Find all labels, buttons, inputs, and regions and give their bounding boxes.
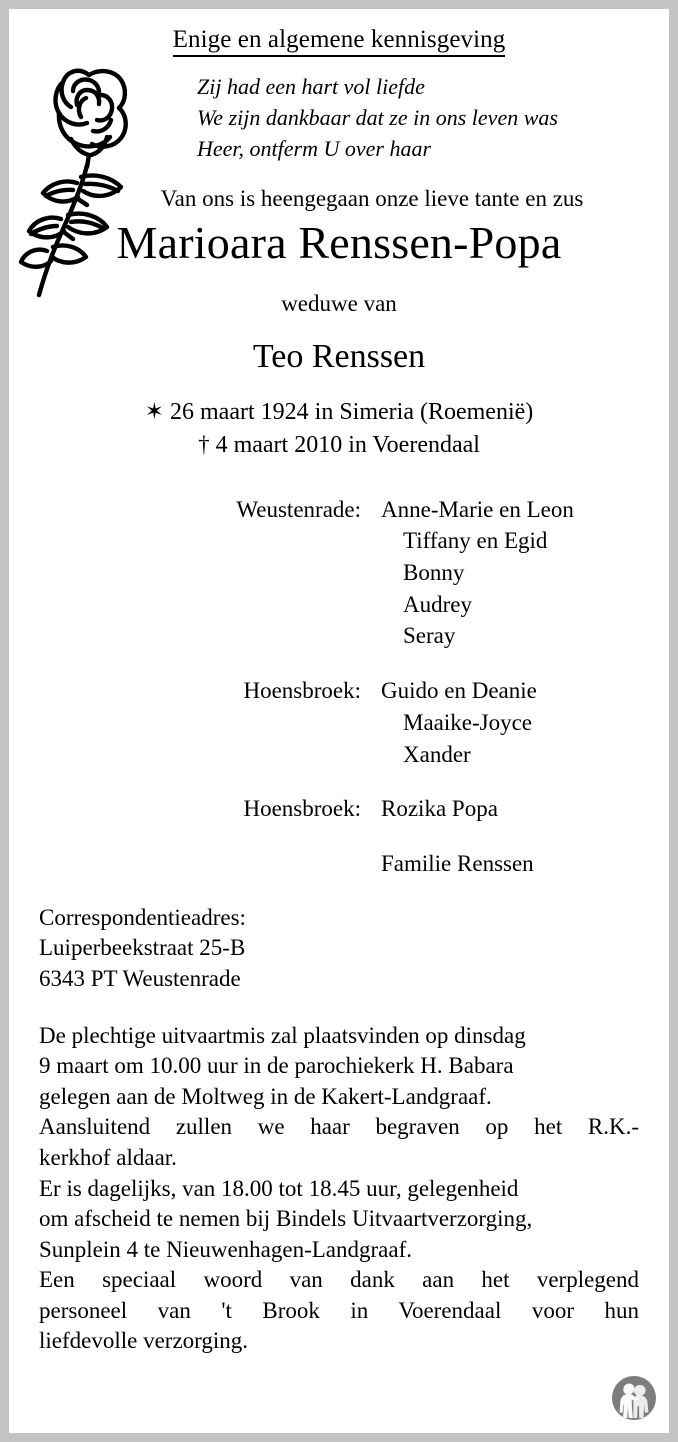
family-group [9, 848, 669, 880]
memorial-verse [9, 71, 669, 165]
family-member: Audrey [403, 591, 472, 617]
family-member: Rozika Popa [381, 796, 498, 822]
family-place: Hoensbroek: [243, 678, 361, 704]
paragraph-line: 9 maart om 10.00 uur in de parochiekerk H. Babara [39, 1053, 514, 1079]
paragraph-line: Er is dagelijks, van 18.00 tot 18.45 uur, gelegenheid [39, 1175, 519, 1201]
announcement-line: Van ons is heengegaan onze lieve tante en zus [160, 186, 584, 212]
family-member: Guido en Deanie [381, 678, 537, 704]
family-group [9, 494, 669, 653]
family-member: Bonny [403, 560, 465, 586]
paragraph-line: Een speciaal woord van dank aan het verplegend [39, 1267, 639, 1293]
correspondence-street: Luiperbeekstraat 25-B [39, 935, 246, 961]
paragraph-line: liefdevolle verzorging. [39, 1328, 249, 1354]
paragraph-line: Aansluitend zullen we haar begraven op het R.K.- [39, 1114, 639, 1140]
family-place: Weustenrade: [236, 496, 361, 522]
family-list [9, 494, 669, 880]
family-member: Xander [403, 741, 471, 767]
verse-line-1: Zij had een hart vol liefde [197, 73, 425, 99]
paragraph-line: Sunplein 4 te Nieuwenhagen-Landgraaf. [39, 1236, 412, 1262]
correspondence-label: Correspondentieadres: [39, 904, 246, 930]
notice-heading [9, 9, 669, 57]
spouse-name: Teo Renssen [252, 337, 426, 375]
paragraph-line: om afscheid te nemen bij Bindels Uitvaartverzorging, [39, 1206, 533, 1232]
family-group [9, 675, 669, 770]
family-names [381, 848, 669, 880]
deceased-name: Marioara Renssen-Popa [116, 217, 562, 269]
family-member: Maaike-Joyce [403, 709, 532, 735]
verse-line-3: Heer, ontferm U over haar [197, 135, 432, 161]
family-names [381, 793, 669, 825]
death-text: 4 maart 2010 in Voerendaal [215, 431, 480, 458]
notice-content [9, 9, 669, 1433]
family-member: Familie Renssen [381, 851, 534, 877]
family-place [9, 848, 381, 880]
death-cross-icon: † [198, 431, 210, 457]
paragraph-line: kerkhof aldaar. [39, 1144, 177, 1170]
family-member: Tiffany en Egid [403, 528, 548, 554]
service-paragraph [39, 1174, 639, 1266]
service-paragraph [39, 1265, 639, 1357]
paragraph-line: personeel van 't Brook in Voerendaal voor hun [39, 1297, 639, 1323]
family-place: Hoensbroek: [243, 796, 361, 822]
correspondence-city: 6343 PT Weustenrade [39, 966, 241, 992]
family-group [9, 793, 669, 825]
family-member: Seray [403, 623, 456, 649]
life-dates [9, 396, 669, 462]
verse-line-2: We zijn dankbaar dat ze in ons leven was [197, 104, 558, 130]
birth-star-icon: ✶ [144, 398, 165, 424]
family-names [381, 494, 669, 653]
family-member: Anne-Marie en Leon [381, 496, 574, 522]
death-line [9, 429, 669, 462]
correspondence-address [9, 903, 669, 995]
birth-text: 26 maart 1924 in Simeria (Roemenië) [170, 398, 534, 425]
family-names [381, 675, 669, 770]
funeral-home-logo [610, 1374, 658, 1422]
paragraph-line: gelegen aan de Moltweg in de Kakert-Landgraaf. [39, 1083, 492, 1109]
paragraph-line: De plechtige uitvaartmis zal plaatsvinden op dinsdag [39, 1022, 526, 1048]
service-paragraph [39, 1021, 639, 1113]
notice-heading-text: Enige en algemene kennisgeving [173, 26, 506, 57]
birth-line [9, 396, 669, 429]
relation-label: weduwe van [281, 290, 397, 316]
service-paragraph [39, 1112, 639, 1173]
service-details [9, 1021, 669, 1357]
